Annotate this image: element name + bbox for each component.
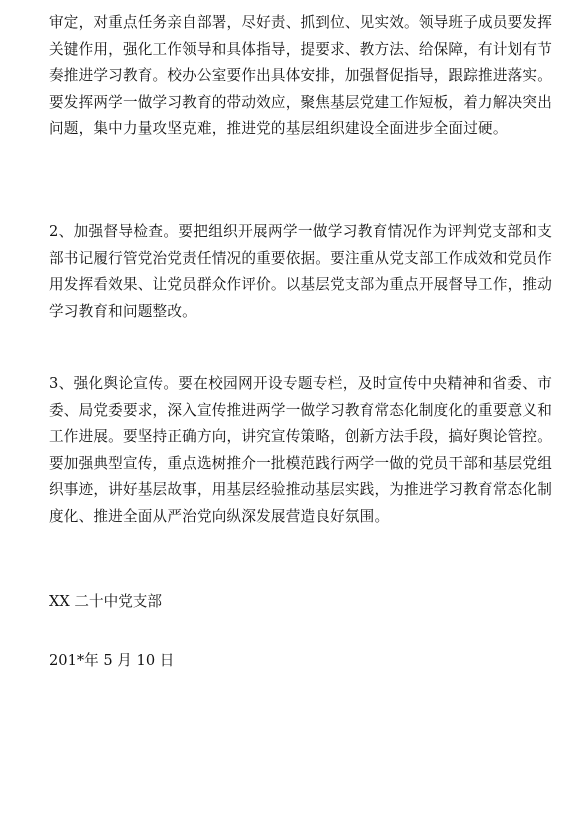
document-date: 201*年 5 月 10 日 <box>49 652 175 669</box>
signature-organization: XX 二十中党支部 <box>49 593 162 610</box>
paragraph-publicity: 3、强化舆论宣传。要在校园网开设专题专栏，及时宣传中央精神和省委、市委、局党委要求，深入宣传推进两学一做学习教育常态化制度化的重要意义和工作进展。要坚持正确方向，讲究宣传策略，创新方法手段，搞好舆论管控。要加强典型宣传，重点选树推介一批模范践行两学一做的党员干部和基层党组织事迹，讲好基层故事，用基层经验推动基层实践，为推进学习教育常态化制度化、推进全面从严治党向纵深发展营造良好氛围。 <box>49 375 552 525</box>
paragraph-supervision: 2、加强督导检查。要把组织开展两学一做学习教育情况作为评判党支部和支部书记履行管党治党责任情况的重要依据。要注重从党支部工作成效和党员作用发挥看效果、让党员群众作评价。以基层党支部为重点开展督导工作，推动学习教育和问题整改。 <box>49 223 552 320</box>
paragraph-intro: 审定，对重点任务亲自部署，尽好责、抓到位、见实效。领导班子成员要发挥关键作用，强化工作领导和具体指导，提要求、教方法、给保障，有计划有节奏推进学习教育。校办公室要作出具体安排，加强督促指导，跟踪推进落实。要发挥两学一做学习教育的带动效应，聚焦基层党建工作短板，着力解决突出问题，集中力量攻坚克难，推进党的基层组织建设全面进步全面过硬。 <box>49 14 552 138</box>
